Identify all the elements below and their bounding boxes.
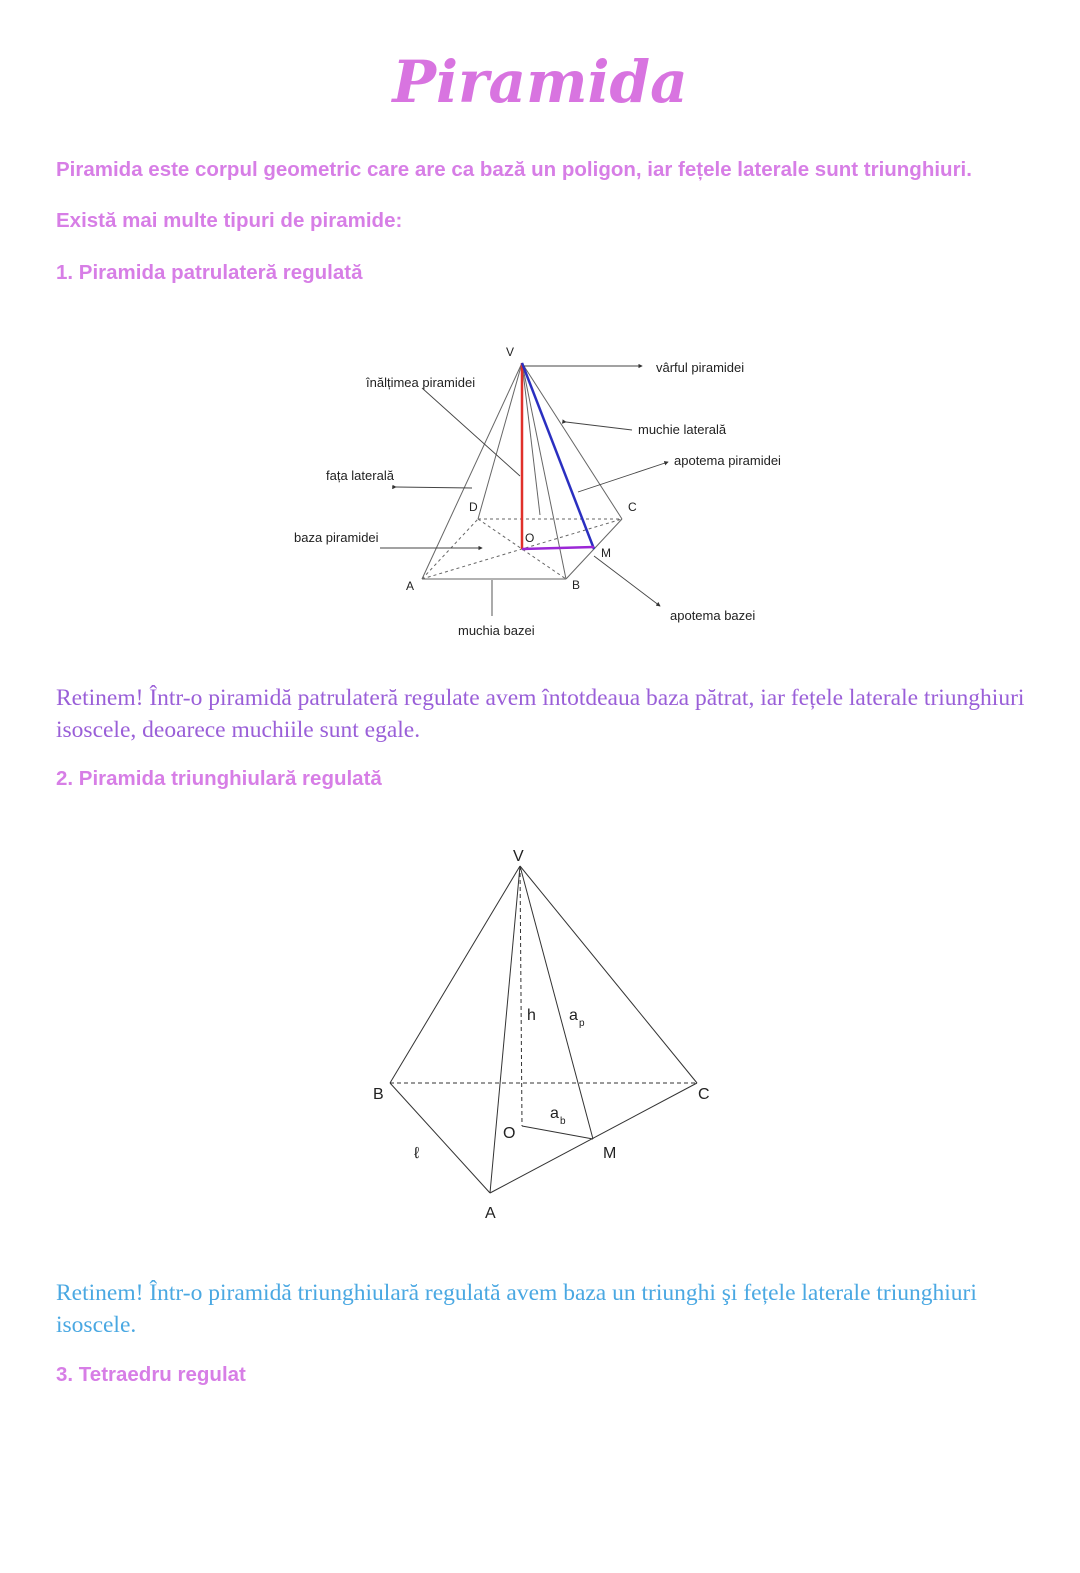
edge-VC	[520, 866, 697, 1083]
label-height: înălțimea piramidei	[366, 375, 476, 390]
page-title: Piramida	[392, 48, 688, 116]
edge-AD	[422, 519, 478, 579]
label-ab: a	[550, 1105, 559, 1122]
edge-VB	[522, 363, 566, 579]
height-line	[520, 866, 522, 1126]
vertex-C: C	[628, 500, 637, 514]
label-ab-sub: b	[560, 1116, 566, 1127]
label-base-edge: muchia bazei	[458, 623, 535, 638]
edge-VD	[478, 363, 522, 519]
label-ap-sub: p	[579, 1018, 585, 1029]
vertex-A: A	[485, 1205, 496, 1222]
section1-heading: 1. Piramida patrulateră regulată	[56, 261, 363, 284]
types-intro-text: Există mai multe tipuri de piramide:	[56, 209, 403, 232]
vertex-B: B	[572, 578, 581, 592]
triangular-pyramid-diagram	[0, 840, 1080, 1230]
edge-VA	[422, 363, 522, 579]
base-apothem	[522, 1126, 593, 1139]
vertex-V: V	[506, 345, 515, 359]
label-slant-height: apotema piramidei	[674, 453, 781, 468]
vertex-D: D	[469, 500, 478, 514]
intro-text: Piramida este corpul geometric care are ca bază un poligon, iar fețele laterale sunt triunghiuri.	[56, 158, 972, 181]
label-base-apothem: apotema bazei	[670, 608, 756, 623]
vertex-O: O	[503, 1125, 516, 1142]
section3-heading: 3. Tetraedru regulat	[56, 1363, 246, 1386]
slant-height	[520, 866, 593, 1139]
note-triangular: Retinem! Într-o piramidă triunghiulară regulată avem baza un triunghi şi fețele laterale triunghiuri isoscele.	[56, 1280, 977, 1338]
label-apex: vârful piramidei	[656, 360, 745, 375]
edge-AC	[490, 1083, 697, 1193]
vertex-M: M	[603, 1145, 617, 1162]
quadrilateral-pyramid-diagram	[0, 330, 1080, 650]
quadrilateral-pyramid-figure	[0, 330, 1080, 650]
label-base: baza piramidei	[294, 530, 379, 545]
note-quadrilateral: Retinem! Într-o piramidă patrulateră regulate avem întotdeaua baza pătrat, iar fețele laterale triunghiuri isoscele, deoarece muchiile sunt egale.	[56, 685, 1025, 743]
vertex-V: V	[513, 848, 524, 865]
vertex-O: O	[525, 531, 535, 545]
vertex-B: B	[373, 1086, 384, 1103]
edge-BA	[390, 1083, 490, 1193]
label-side: ℓ	[414, 1145, 420, 1162]
triangular-pyramid-figure	[0, 840, 1080, 1230]
section2-heading: 2. Piramida triunghiulară regulată	[56, 767, 382, 790]
vertex-A: A	[406, 579, 415, 593]
vertex-C: C	[698, 1086, 710, 1103]
edge-VB	[390, 866, 520, 1083]
label-h: h	[527, 1007, 536, 1024]
edge-VA	[490, 866, 520, 1193]
label-lateral-edge: muchie laterală	[638, 422, 727, 437]
label-lateral-face: fața laterală	[326, 468, 394, 483]
label-ap: a	[569, 1007, 578, 1024]
vertex-M: M	[601, 546, 611, 560]
base-apothem-line	[522, 547, 594, 549]
